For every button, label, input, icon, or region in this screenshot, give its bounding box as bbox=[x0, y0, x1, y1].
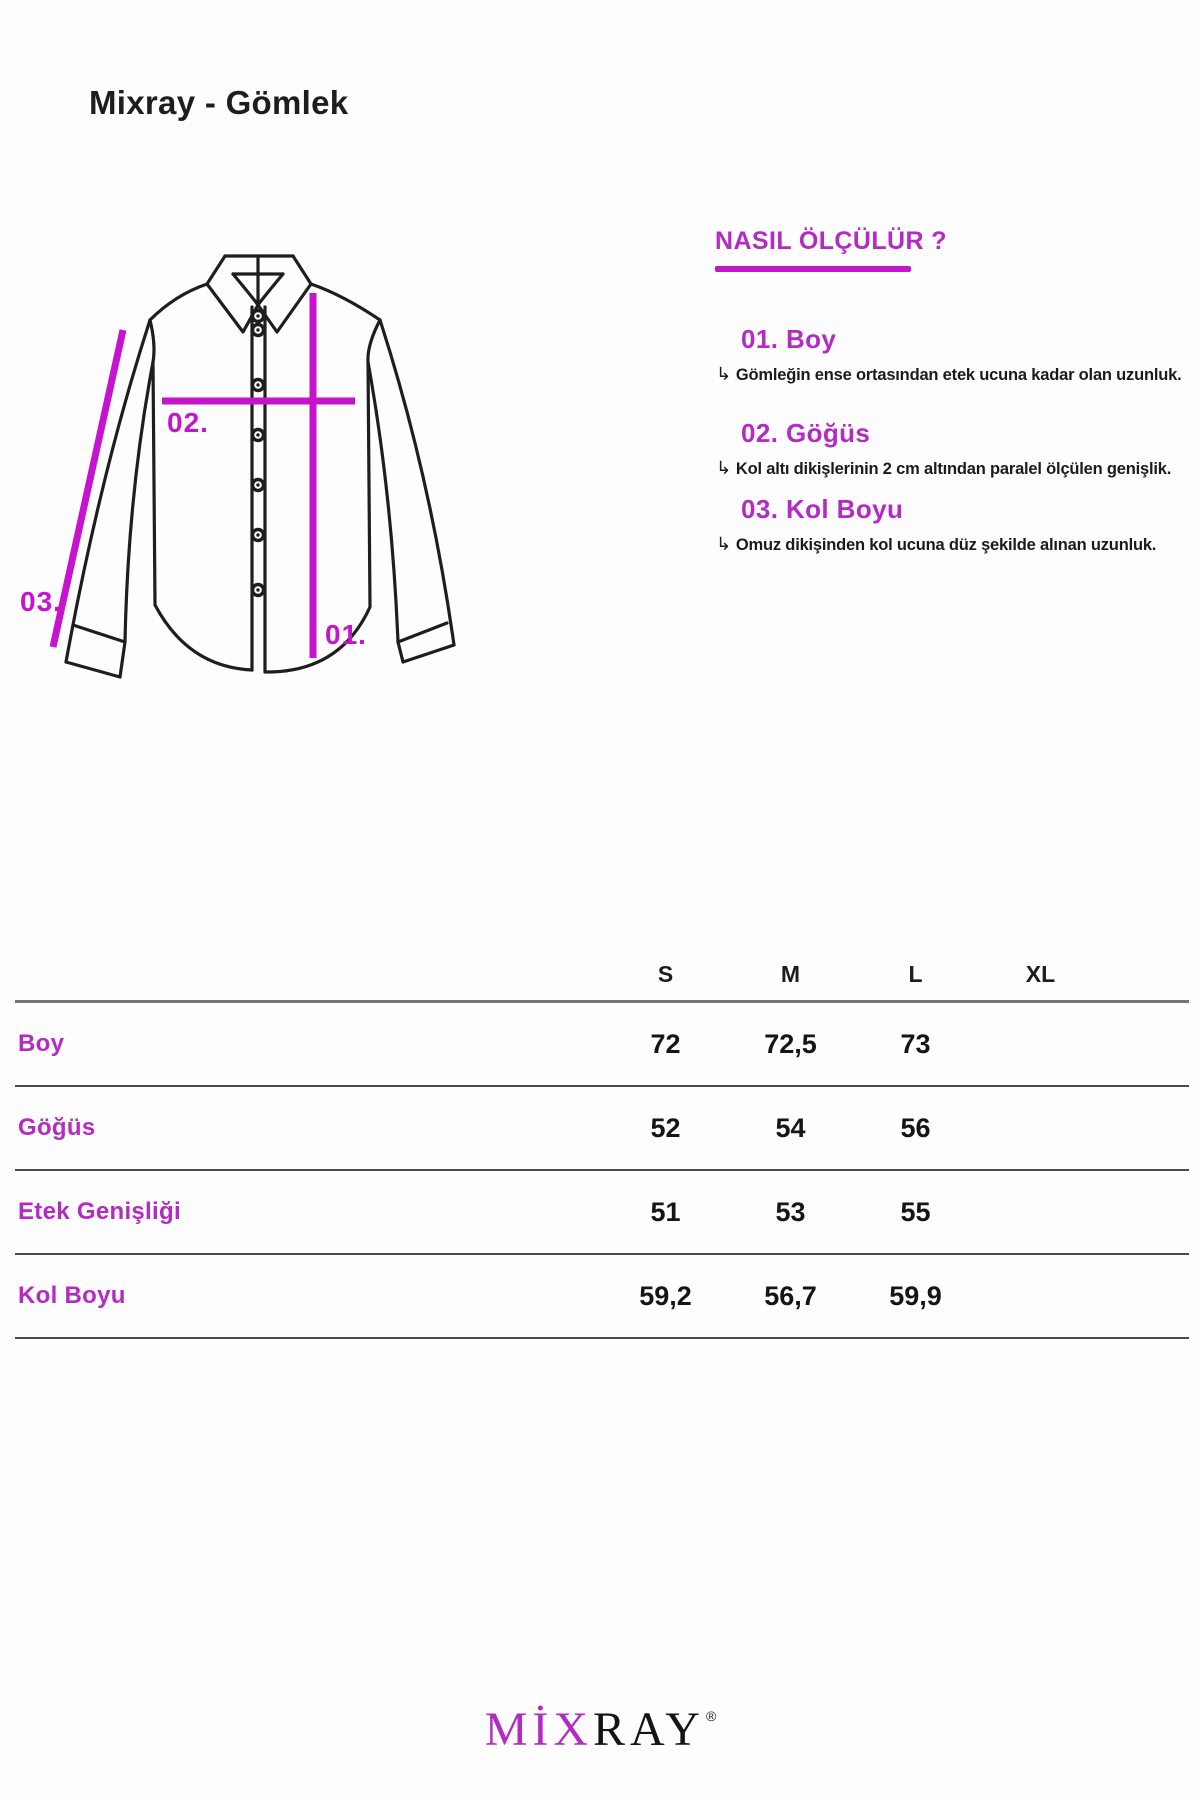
measure-item-desc-text: Omuz dikişinden kol ucuna düz şekilde alınan uzunluk. bbox=[735, 536, 1157, 554]
size-value: 56 bbox=[900, 1112, 931, 1143]
row-label: Etek Genişliği bbox=[18, 1198, 181, 1225]
return-arrow-icon: ↳ bbox=[716, 364, 731, 384]
size-column-header: S bbox=[657, 961, 674, 987]
size-value: 55 bbox=[900, 1196, 931, 1227]
shirt-outline-drawing bbox=[66, 256, 454, 677]
measure-item-boy bbox=[716, 324, 1196, 385]
line-cross-dot bbox=[308, 396, 318, 406]
row-label: Boy bbox=[18, 1030, 65, 1057]
size-value: 59,9 bbox=[889, 1280, 942, 1311]
size-column-header: L bbox=[908, 961, 923, 987]
measure-label-01: 01. bbox=[325, 619, 367, 650]
size-value: 72,5 bbox=[764, 1028, 817, 1059]
size-value: 56,7 bbox=[764, 1280, 817, 1311]
size-value: 53 bbox=[775, 1196, 806, 1227]
size-table-row bbox=[15, 1171, 1189, 1255]
size-value: 51 bbox=[650, 1196, 681, 1227]
size-value: 52 bbox=[650, 1112, 681, 1143]
measure-item-title: 03. Kol Boyu bbox=[741, 494, 904, 524]
registered-trademark-icon: ® bbox=[705, 1708, 717, 1724]
measure-label-03: 03. bbox=[20, 586, 62, 617]
measure-item-title: 02. Göğüs bbox=[741, 418, 871, 448]
size-table-row bbox=[15, 1087, 1189, 1171]
measure-item-desc-text: Kol altı dikişlerinin 2 cm altından paralel ölçülen genişlik. bbox=[735, 460, 1172, 478]
return-arrow-icon: ↳ bbox=[716, 534, 731, 554]
size-value: 73 bbox=[900, 1028, 931, 1059]
size-value: 72 bbox=[650, 1028, 681, 1059]
return-arrow-icon: ↳ bbox=[716, 458, 731, 478]
brand-logo bbox=[0, 1702, 1200, 1757]
size-table bbox=[15, 940, 1189, 1339]
shirt-measurement-diagram bbox=[10, 195, 480, 695]
page-title: Mixray - Gömlek bbox=[89, 84, 349, 121]
size-column-header: XL bbox=[1025, 961, 1056, 987]
size-column-header: M bbox=[780, 961, 801, 987]
row-label: Göğüs bbox=[18, 1114, 96, 1141]
measure-label-02: 02. bbox=[167, 407, 209, 438]
measure-line-03-sleeve bbox=[53, 330, 123, 647]
size-table-row bbox=[15, 1255, 1189, 1339]
size-table-header-row bbox=[15, 940, 1189, 1003]
measure-item-description bbox=[716, 534, 1196, 555]
row-label: Kol Boyu bbox=[18, 1282, 126, 1309]
logo-ray-text: RAY bbox=[593, 1703, 705, 1756]
measure-item-kol-boyu bbox=[716, 494, 1196, 555]
size-value: 59,2 bbox=[639, 1280, 692, 1311]
logo-mix-text: MİX bbox=[484, 1703, 594, 1756]
measure-item-desc-text: Gömleğin ense ortasından etek ucuna kadar olan uzunluk. bbox=[735, 366, 1182, 384]
measurement-lines bbox=[20, 293, 367, 658]
measure-item-gogus bbox=[716, 418, 1196, 479]
measure-item-title: 01. Boy bbox=[741, 324, 837, 354]
shirt-buttons bbox=[253, 311, 264, 596]
size-value: 54 bbox=[775, 1112, 806, 1143]
heading-underline bbox=[715, 266, 911, 272]
measure-item-description bbox=[716, 364, 1196, 385]
how-to-measure-heading: NASIL ÖLÇÜLÜR ? bbox=[715, 227, 947, 255]
size-table-row bbox=[15, 1003, 1189, 1087]
measure-item-description bbox=[716, 458, 1196, 479]
